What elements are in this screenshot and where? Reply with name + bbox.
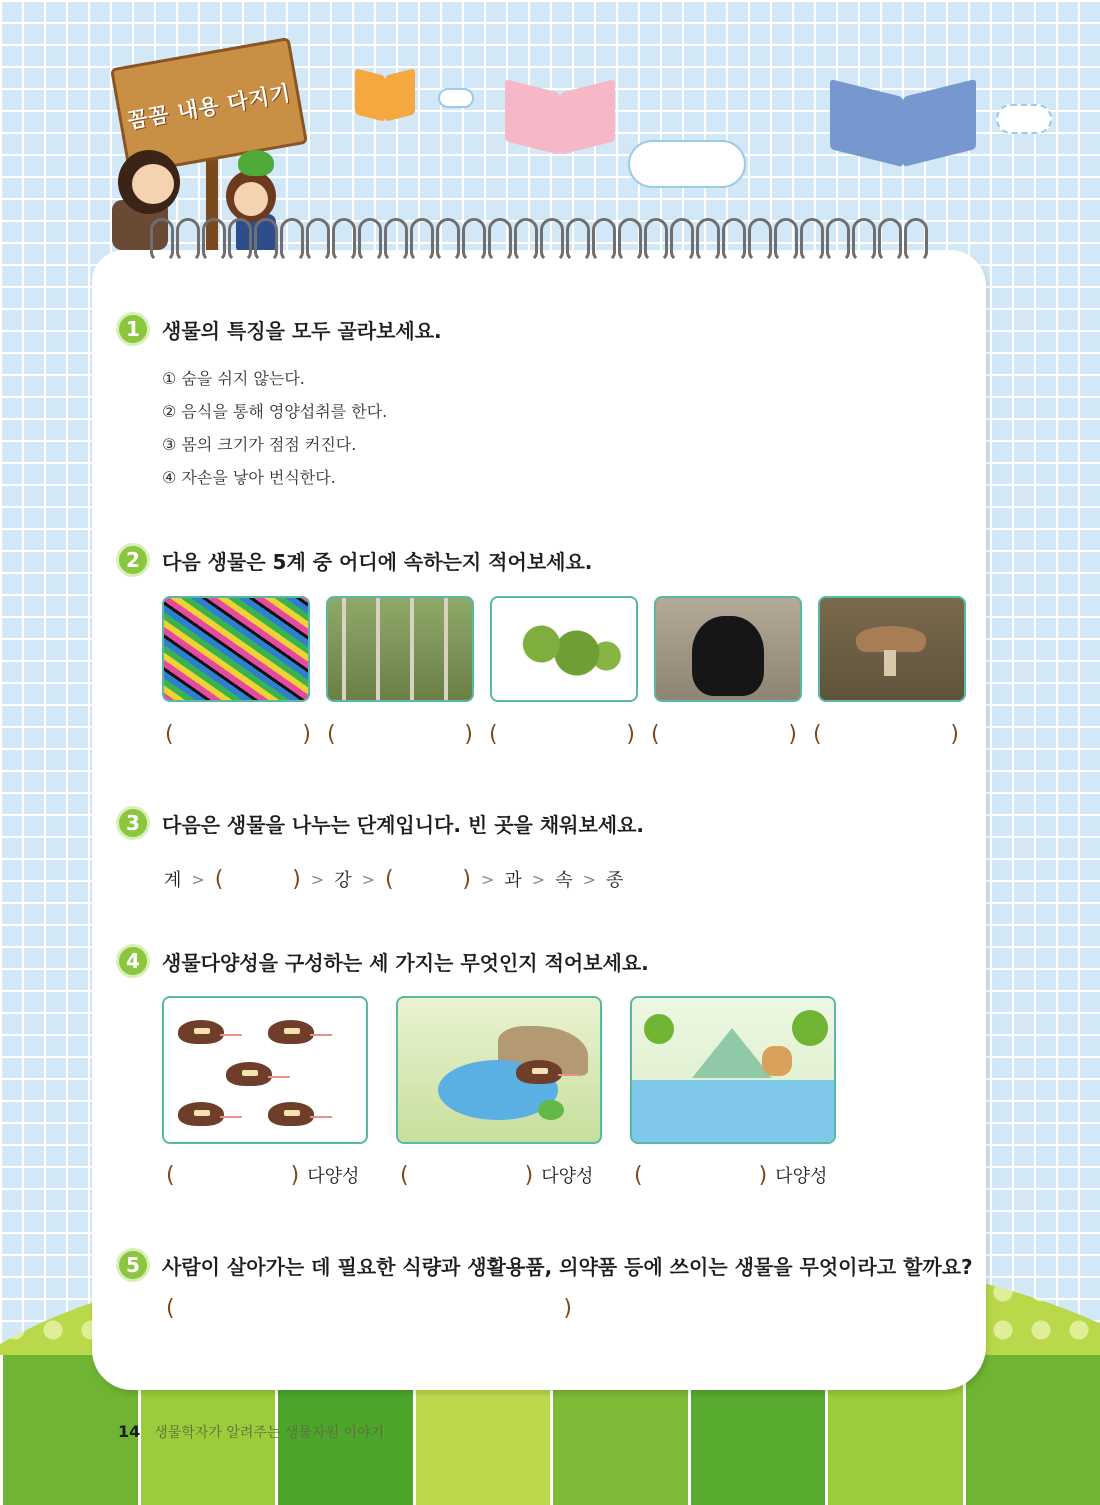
boy-illustration [118, 150, 180, 214]
answer-blank-5[interactable]: ( ) [813, 722, 959, 747]
diversity-suffix: 다양성 [541, 1166, 594, 1187]
question-number-badge: 2 [116, 543, 150, 577]
frog-icon [538, 1100, 564, 1120]
bear-photo [654, 596, 802, 702]
spiral-ring [332, 218, 356, 262]
answer-blank-1[interactable]: ( ) [165, 722, 311, 747]
question-1-header [116, 312, 442, 346]
spiral-ring [826, 218, 850, 262]
cloud-icon [628, 140, 746, 188]
rank-class: 강 [334, 870, 352, 891]
spiral-ring [748, 218, 772, 262]
mouse-icon [268, 1020, 314, 1044]
spiral-ring [514, 218, 538, 262]
spiral-binding [150, 218, 930, 266]
mushroom-photo [818, 596, 966, 702]
spiral-ring [306, 218, 330, 262]
spiral-ring [540, 218, 564, 262]
taxonomy-hierarchy [164, 866, 623, 892]
frog-illustration [238, 150, 274, 176]
answer-blank-ecosystem[interactable]: ( ) 다양성 [634, 1162, 828, 1188]
river-shape [632, 1080, 834, 1142]
question-2-text: 다음 생물은 5계 중 어디에 속하는지 적어보세요. [162, 549, 593, 574]
mouse-icon [516, 1060, 562, 1084]
spiral-ring [618, 218, 642, 262]
question-number-badge: 3 [116, 806, 150, 840]
answer-blank-3[interactable]: ( ) [489, 722, 635, 747]
spiral-ring [644, 218, 668, 262]
book-title: 생물학자가 알려주는 생물자원 이야기 [154, 1425, 384, 1441]
diversity-suffix: 다양성 [307, 1166, 360, 1187]
separator-icon: > [361, 869, 375, 889]
question-4-header [116, 944, 649, 978]
bacteria-photo [162, 596, 310, 702]
question-number-badge: 5 [116, 1248, 150, 1282]
mouse-icon [268, 1102, 314, 1126]
mountain-shape [692, 1028, 772, 1078]
mouse-icon [226, 1062, 272, 1086]
question-number-badge: 1 [116, 312, 150, 346]
separator-icon: > [531, 869, 546, 889]
tree-icon [792, 1010, 828, 1046]
option-4[interactable]: ④ 자손을 낳아 번식한다. [162, 468, 336, 487]
spiral-ring [384, 218, 408, 262]
rank-family: 과 [504, 870, 522, 891]
rank-blank-2[interactable]: ( ) [385, 866, 471, 892]
spiral-ring [436, 218, 460, 262]
spiral-ring [202, 218, 226, 262]
spiral-ring [670, 218, 694, 262]
question-5-header [116, 1248, 973, 1282]
flying-book-icon [355, 72, 415, 118]
spiral-ring [592, 218, 616, 262]
question-5-text: 사람이 살아가는 데 필요한 식량과 생활용품, 의약품 등에 쓰이는 생물을 무엇이라고 할까요? [162, 1254, 973, 1279]
spiral-ring [904, 218, 928, 262]
page-number: 14 [118, 1422, 141, 1441]
pond-ecosystem-illustration [396, 996, 602, 1144]
spiral-ring [462, 218, 486, 262]
answer-blank-species[interactable]: ( ) 다양성 [400, 1162, 594, 1188]
answer-blank-2[interactable]: ( ) [327, 722, 473, 747]
spiral-ring [410, 218, 434, 262]
moss-photo [490, 596, 638, 702]
deer-icon [762, 1046, 792, 1076]
spiral-ring [566, 218, 590, 262]
spiral-ring [774, 218, 798, 262]
answer-blank-4[interactable]: ( ) [651, 722, 797, 747]
rank-blank-1[interactable]: ( ) [214, 866, 301, 892]
spiral-ring [878, 218, 902, 262]
question-2-photos [162, 596, 966, 702]
question-1-text: 생물의 특징을 모두 골라보세요. [162, 318, 442, 343]
spiral-ring [488, 218, 512, 262]
question-1-options [162, 362, 387, 494]
spiral-ring [150, 218, 174, 262]
spiral-ring [176, 218, 200, 262]
mouse-icon [178, 1020, 224, 1044]
spiral-ring [852, 218, 876, 262]
spiral-ring [228, 218, 252, 262]
separator-icon: > [191, 869, 205, 889]
option-1[interactable]: ① 숨을 쉬지 않는다. [162, 369, 305, 388]
spiral-ring [800, 218, 824, 262]
question-2-header [116, 543, 592, 577]
landscape-ecosystem-illustration [630, 996, 836, 1144]
flying-book-icon [830, 88, 975, 158]
rank-species: 종 [606, 870, 624, 891]
option-2[interactable]: ② 음식을 통해 영양섭취를 한다. [162, 402, 388, 421]
question-3-text: 다음은 생물을 나누는 단계입니다. 빈 곳을 채워보세요. [162, 812, 645, 837]
spiral-ring [722, 218, 746, 262]
question-4-answer-blanks [166, 1162, 868, 1188]
page-footer [118, 1422, 384, 1442]
question-5-answer-blank[interactable]: ( ) [166, 1296, 572, 1321]
question-4-text: 생물다양성을 구성하는 세 가지는 무엇인지 적어보세요. [162, 950, 649, 975]
mouse-icon [178, 1102, 224, 1126]
spiral-ring [696, 218, 720, 262]
rank-genus: 속 [555, 870, 573, 891]
tree-icon [644, 1014, 674, 1044]
spiral-ring [254, 218, 278, 262]
answer-blank-genetic[interactable]: ( ) 다양성 [166, 1162, 360, 1188]
section-sign-label: 꼼꼼 내용 다지기 [125, 80, 293, 134]
spiral-ring [358, 218, 382, 262]
separator-icon: > [310, 869, 325, 889]
diversity-suffix: 다양성 [775, 1166, 828, 1187]
cloud-icon [996, 104, 1052, 134]
rank-kingdom: 계 [164, 870, 182, 891]
question-3-header [116, 806, 644, 840]
forest-photo [326, 596, 474, 702]
question-number-badge: 4 [116, 944, 150, 978]
girl-illustration [226, 170, 276, 222]
spiral-ring [280, 218, 304, 262]
separator-icon: > [582, 869, 596, 889]
flying-book-icon [505, 86, 615, 148]
question-4-illustrations [162, 996, 836, 1144]
option-3[interactable]: ③ 몸의 크기가 점점 커진다. [162, 435, 357, 454]
question-2-answer-blanks [165, 722, 959, 747]
mice-illustration [162, 996, 368, 1144]
cloud-icon [438, 88, 474, 108]
separator-icon: > [481, 869, 495, 889]
